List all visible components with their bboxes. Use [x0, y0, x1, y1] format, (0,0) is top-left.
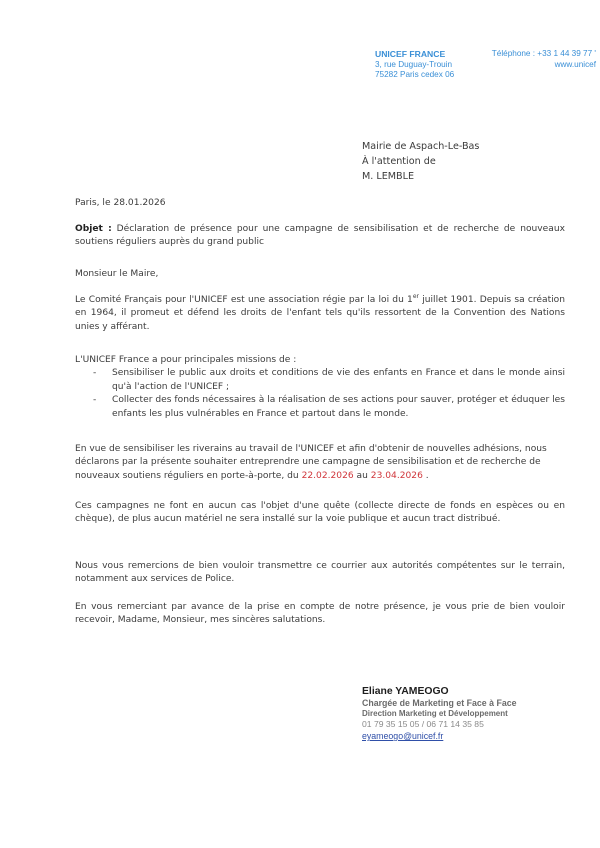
sender-address-line2: 75282 Paris cedex 06: [375, 70, 455, 79]
subject-text: Déclaration de présence pour une campagne de sensibilisation et de recherche de nouveaux soutiens réguliers auprès du grand public: [75, 224, 565, 248]
campaign-start-date: 22.02.2026: [301, 470, 354, 481]
missions-list: [75, 367, 565, 421]
paragraph-intro: [75, 294, 565, 334]
signatory-phones: 01 79 35 15 05 / 06 71 14 35 85: [362, 719, 484, 729]
dash-bullet-icon: -: [93, 368, 97, 379]
signatory-name: Eliane YAMEOGO: [362, 686, 449, 697]
campaign-text: En vue de sensibiliser les riverains au travail de l'UNICEF et afin d'obtenir de nouvelles adhésions, nous déclarons par la présente souhaiter entreprendre une campagne de sensibilisation et de recherche de nouveaux soutiens réguliers en porte-à-porte, du: [75, 444, 547, 481]
signature-block: [362, 685, 517, 743]
sender-phone: Téléphone : +33 1 44 39 77 ': [491, 49, 596, 58]
sender-header: [375, 49, 454, 81]
recipient-line3: M. LEMBLE: [362, 171, 415, 182]
campaign-text-end: .: [422, 470, 429, 481]
letter-salutation: Monsieur le Maire,: [75, 269, 159, 279]
paragraph-campaign: [75, 443, 565, 483]
signatory-email-link[interactable]: eyameogo@unicef.fr: [362, 731, 444, 741]
paragraph-no-collection: Ces campagnes ne font en aucun cas l'objet d'une quête (collecte directe de fonds en espèces ou en chèque), de plus aucun matériel ne sera installé sur la voie publique et aucun tract distribué.: [75, 501, 565, 525]
signatory-department: Direction Marketing et Développement: [362, 709, 508, 718]
sender-organization: UNICEF FRANCE: [375, 49, 446, 59]
paragraph-intro-text-a: Le Comité Français pour l'UNICEF est une association régie par la loi du 1: [75, 295, 413, 305]
sender-website: www.unicef: [554, 59, 596, 69]
letter-subject: [75, 223, 565, 250]
paragraph-closing: En vous remerciant par avance de la prise en compte de notre présence, je vous prie de bien vouloir recevoir, Madame, Monsieur, mes sincères salutations.: [75, 602, 565, 626]
signatory-role: Chargée de Marketing et Face à Face: [362, 698, 517, 708]
recipient-line2: À l'attention de: [362, 156, 436, 167]
sender-contact: [478, 49, 596, 70]
letter-date: Paris, le 28.01.2026: [75, 198, 166, 208]
sender-address-line1: 3, rue Duguay-Trouin: [375, 59, 453, 69]
dash-bullet-icon: -: [93, 395, 97, 406]
paragraph-missions: [75, 354, 565, 421]
list-item: [75, 394, 565, 421]
subject-label: Objet :: [75, 224, 112, 234]
recipient-block: [362, 139, 479, 184]
recipient-line1: Mairie de Aspach-Le-Bas: [362, 141, 480, 152]
paragraph-thanks: Nous vous remercions de bien vouloir transmettre ce courrier aux autorités compétentes sur le terrain, notamment aux services de Police.: [75, 561, 565, 585]
campaign-text-mid: au: [353, 470, 371, 481]
paragraph-intro-text-b: juillet 1901. Depuis sa création en 1964, il promeut et défend les droits de l'enfant tels qu'ils ressortent de la Convention des Nations unies y afférant.: [75, 295, 565, 332]
mission-text: Collecter des fonds nécessaires à la réalisation de ses actions pour sauver, protéger et éduquer les enfants les plus vulnérables en France et partout dans le monde.: [112, 395, 565, 419]
ordinal-superscript: er: [412, 292, 420, 300]
campaign-end-date: 23.04.2026: [370, 470, 423, 481]
list-item: [75, 367, 565, 394]
missions-intro: L'UNICEF France a pour principales missions de :: [75, 355, 297, 365]
mission-text: Sensibiliser le public aux droits et conditions de vie des enfants en France et dans le monde ainsi qu'à l'action de l'UNICEF ;: [112, 368, 565, 392]
